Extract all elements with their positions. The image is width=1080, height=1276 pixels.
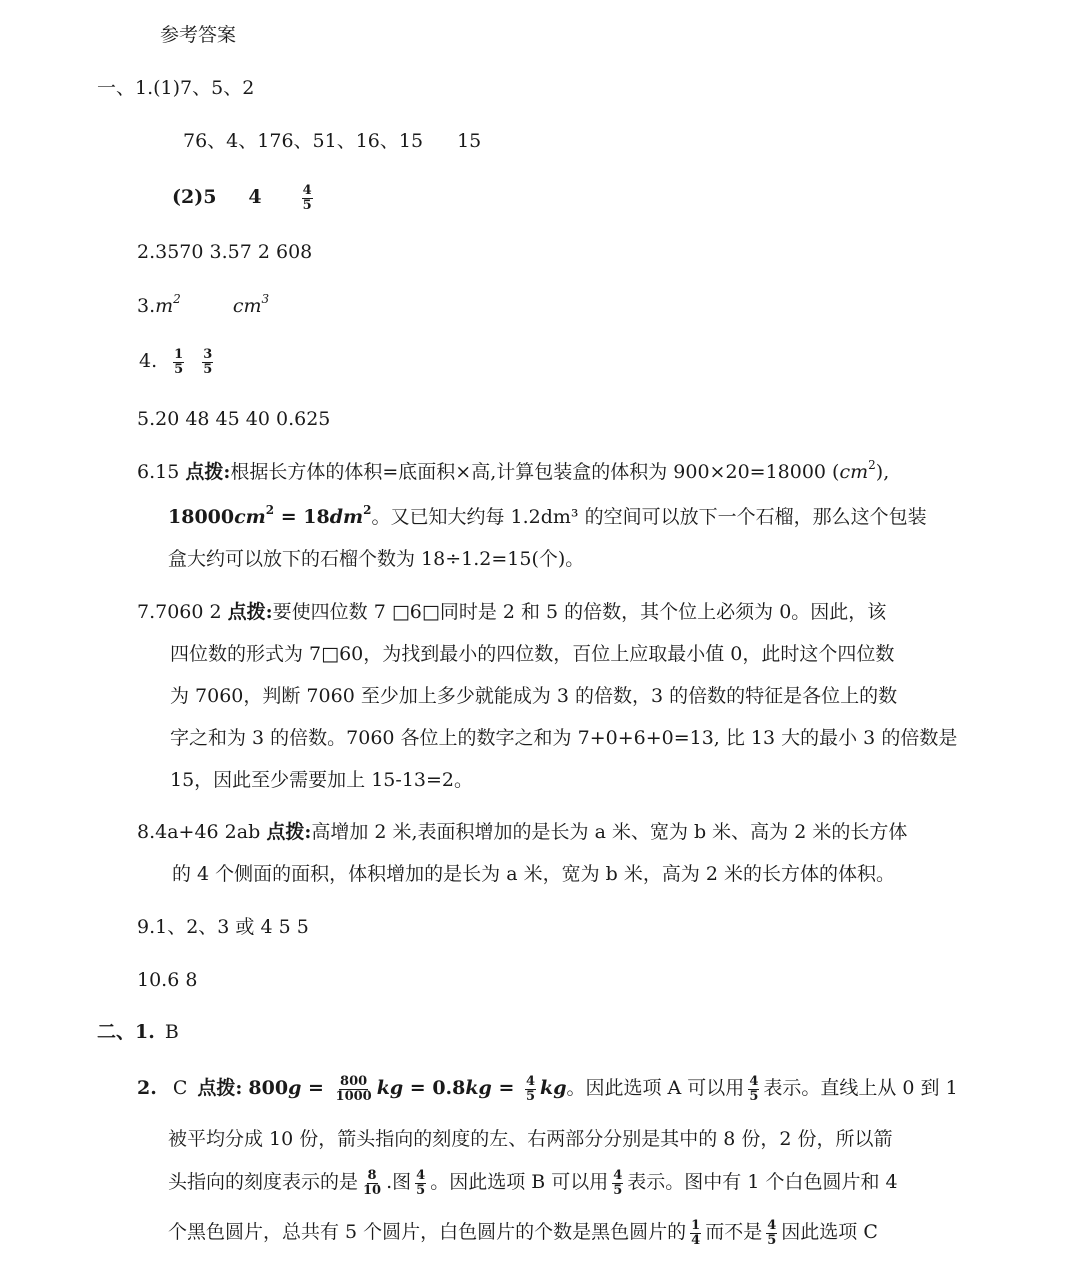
q7-line-4: 字之和为 3 的倍数。7060 各位上的数字之和为 7+0+6+0=13, 比 13 大的最小 3 的倍数是 [170,727,958,749]
q1-part2-b: 4 [248,186,262,208]
q7-line-2: 四位数的形式为 7□60，为找到最小的四位数，百位上应取最小值 0，此时这个四位数 [170,643,895,665]
fraction-4-5-e: $\frac{4}{5}$ [767,1217,777,1248]
q8-line-1: 8.4a+46 2ab 点拨:高增加 2 米,表面积增加的是长为 a 米、宽为 b 米、高为 2 米的长方体 [137,821,908,843]
section-2-q2-hint-tag: 点拨: [197,1077,243,1099]
fraction-4-5-a: $\frac{4}{5}$ [526,1073,536,1104]
q1-part1-line2 [183,127,481,155]
section-1-marker: 一、1. [97,77,154,99]
q7-line-3: 为 7060，判断 7060 至少加上多少就能成为 3 的倍数，3 的倍数的特征是各位上的数 [170,685,898,707]
section-2-q2-line-1: 2. C 点拨: 800g = $\frac{800}{1000}$ kg = 0.8kg = $\frac{4}{5}$ kg。因此选项 A 可以用 $\frac{4}{5}$ 表示。直线上从 0 到 1 [137,1073,958,1104]
fraction-1-4: $\frac{1}{4}$ [691,1217,701,1248]
q2: 2.3570 3.57 2 608 [137,241,313,263]
q1-part2-a: (2)5 [172,186,217,208]
q8-line-2: 的 4 个侧面的面积，体积增加的是长为 a 米，宽为 b 米，高为 2 米的长方体的体积。 [172,863,895,885]
section-2-q2-line-4: 个黑色圆片，总共有 5 个圆片，白色圆片的个数是黑色圆片的 $\frac{1}{4}$ 而不是 $\frac{4}{5}$ 因此选项 C [168,1217,878,1248]
q4-fraction-2: $\frac{3}{5}$ [203,346,213,377]
q3-unit-2: $cm^3$ [232,292,270,317]
q1-part1: (1)7、5、2 [153,77,255,99]
q4: 4. $\frac{1}{5}$ $\frac{3}{5}$ [139,346,213,377]
fraction-4-5-c: $\frac{4}{5}$ [416,1167,426,1198]
q7-line-5: 15，因此至少需要加上 15-13=2。 [170,769,473,791]
section-2-q2-line-2: 被平均分成 10 份，箭头指向的刻度的左、右两部分分别是其中的 8 份，2 份，所以箭 [168,1128,893,1150]
q1-part2-fraction: $\frac{4}{5}$ [302,182,312,213]
q3: $3.m^2$ $cm^3$ [137,292,270,317]
q1-part1-tail: 15 [457,130,482,152]
section-1-q1 [97,74,254,102]
q10: 10.6 8 [137,969,198,991]
q5: 5.20 48 45 40 0.625 [137,408,331,430]
section-2-q2-line-3: 头指向的刻度表示的是 $\frac{8}{10}$ .图 $\frac{4}{5}$ 。因此选项 B 可以用 $\frac{4}{5}$ 表示。图中有 1 个白色圆片和 4 [168,1167,898,1198]
q6-line-1: 6.15 点拨:根据长方体的体积=底面积×高,计算包装盒的体积为 900×20=18000 $(cm^2)$, [137,458,890,483]
fraction-4-5-d: $\frac{4}{5}$ [613,1167,623,1198]
fraction-4-5-b: $\frac{4}{5}$ [749,1073,759,1104]
q4-fraction-1: $\frac{1}{5}$ [174,346,184,377]
fraction-800-1000: $\frac{800}{1000}$ [335,1073,372,1104]
q3-unit-1: $m^2$ [155,292,181,317]
q1-part2 [172,183,317,213]
section-2-q1-answer: B [164,1021,179,1043]
section-2-marker: 二、1. [97,1021,155,1043]
q6-line-2: $18000cm^2 = 18dm^2$。又已知大约每 1.2dm³ 的空间可以放下一个石榴，那么这个包装 [168,503,927,528]
q9: 9.1、2、3 或 4 5 5 [137,916,309,938]
page-title: 参考答案 [160,24,237,46]
q8-hint-tag: 点拨: [266,821,312,843]
q7-hint-tag: 点拨: [227,601,273,623]
section-2-q1 [97,1018,179,1046]
q7-line-1: 7.7060 2 点拨:要使四位数 7 □6□同时是 2 和 5 的倍数，其个位上必须为 0。因此，该 [137,601,887,623]
fraction-8-10: $\frac{8}{10}$ [363,1167,382,1198]
q6-line-3: 盒大约可以放下的石榴个数为 18÷1.2=15(个)。 [168,548,585,570]
q1-part1-values: 76、4、176、51、16、15 [183,130,424,152]
q6-hint-tag: 点拨: [185,461,231,483]
